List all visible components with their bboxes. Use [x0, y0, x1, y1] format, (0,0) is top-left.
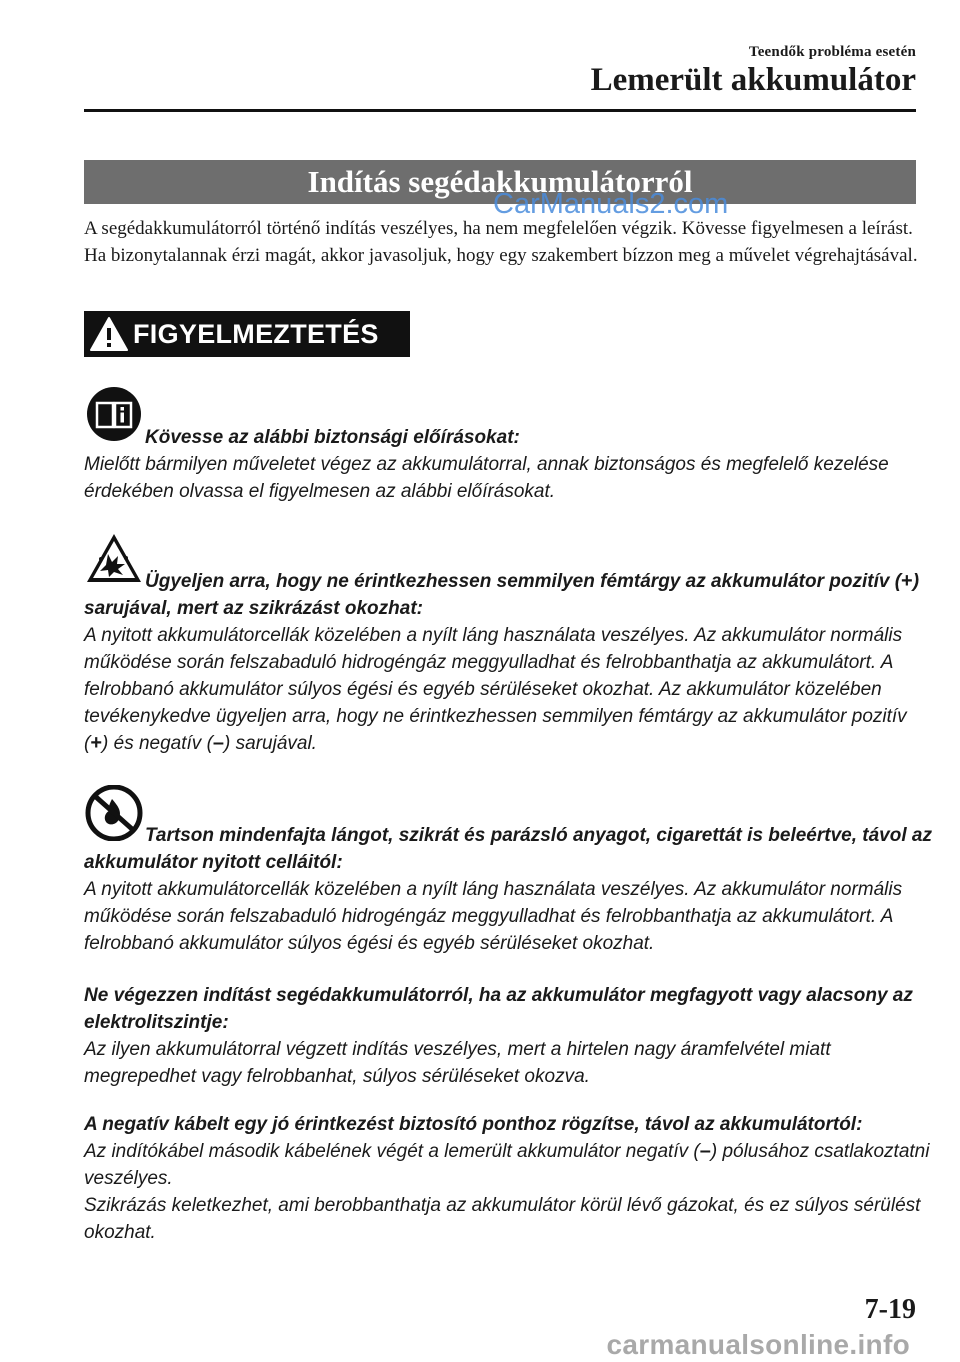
warning-explosion — [84, 568, 934, 757]
warning-explosion-heading-b: ) sarujával, mert az szikrázást okozhat: — [84, 571, 920, 619]
warning-negative-cable-text1-b: ) pólusához csatlakoztatni veszélyes. — [84, 1141, 930, 1189]
warning-explosion-text-c: ) sarujával. — [224, 733, 317, 754]
warning-negative-cable-text1-a: Az indítókábel második kábelének végét a lemerült akkumulátor negatív ( — [84, 1141, 700, 1162]
warning-explosion-text-a: A nyitott akkumulátorcellák közelében a nyílt láng használata veszélyes. Az akkumulátor normális működése során felszabaduló hidrogéngáz meggyulladhat és felrobbanthatja az akkumulátort. A felrobbanó akkumulátor súlyos égési és egyéb sérüléseket okozhat. Az akkumulátor közelében tevékenykedve ügyeljen arra, hogy ne érintkezhessen semmilyen fémtárgy az akkumulátor pozitív ( — [84, 625, 907, 754]
warning-negative-cable-text2: Szikrázás keletkezhet, ami berobbanthatja az akkumulátor körül lévő gázokat, és ez súlyos sérülést okozhat. — [84, 1195, 921, 1243]
warning-no-flame — [84, 822, 934, 957]
warning-frozen-text: Az ilyen akkumulátorral végzett indítás veszélyes, mert a hirtelen nagy áramfelvétel miatt megrepedhet vagy felrobbanhat, súlyos sérüléseket okozva. — [84, 1039, 831, 1087]
watermark: CarManuals2.com — [493, 188, 729, 220]
warning-triangle-icon — [89, 316, 129, 352]
warning-badge — [84, 311, 410, 357]
footer — [0, 1328, 960, 1362]
warning-manual-text: Mielőtt bármilyen műveletet végez az akkumulátorral, annak biztonságos és megfelelő kezelése érdekében olvassa el figyelmesen az alábbi előírásokat. — [84, 454, 889, 502]
warning-no-flame-text: A nyitott akkumulátorcellák közelében a nyílt láng használata veszélyes. Az akkumulátor normális működése során felszabaduló hidrogéngáz meggyulladhat és felrobbanthatja az akkumulátort. A felrobbanó akkumulátor súlyos égési és egyéb sérüléseket okozhat. — [84, 879, 903, 954]
warning-explosion-text-b: ) és negatív ( — [102, 733, 213, 754]
plus-symbol: + — [90, 732, 103, 754]
plus-symbol: + — [901, 570, 913, 592]
footer-link[interactable]: carmanualsonline.info — [606, 1329, 910, 1360]
warning-explosion-heading-a: Ügyeljen arra, hogy ne érintkezhessen semmilyen fémtárgy az akkumulátor pozitív ( — [145, 571, 902, 592]
page-number: 7-19 — [864, 1294, 916, 1325]
header-divider — [84, 109, 916, 112]
warning-label: FIGYELMEZTETÉS — [133, 318, 379, 349]
warning-frozen — [84, 982, 934, 1090]
warning-manual-heading: Kövesse az alábbi biztonsági előírásokat: — [145, 427, 520, 448]
warning-negative-cable — [84, 1111, 934, 1246]
warning-negative-cable-heading: A negatív kábelt egy jó érintkezést biztosító ponthoz rögzítse, távol az akkumulátortól: — [84, 1114, 863, 1135]
chapter-title: Lemerült akkumulátor — [590, 62, 916, 98]
warning-manual — [84, 424, 934, 505]
warning-frozen-heading: Ne végezzen indítást segédakkumulátorról, ha az akkumulátor megfagyott vagy alacsony az elektrolitszintje: — [84, 985, 913, 1033]
minus-symbol: – — [212, 732, 225, 754]
intro-paragraph: A segédakkumulátorról történő indítás veszélyes, ha nem megfelelően végzik. Kövesse figyelmesen a leírást. Ha bizonytalannak érzi magát, akkor javasoljuk, hogy egy szakembert bízzon meg a művelet végrehajtásával. — [84, 218, 918, 266]
warning-no-flame-heading: Tartson mindenfajta lángot, szikrát és parázsló anyagot, cigarettát is beleértve, távol az akkumulátor nyitott celláitól: — [84, 825, 932, 873]
section-title: Indítás segédakkumulátorról — [84, 160, 916, 204]
minus-symbol: – — [699, 1140, 711, 1162]
chapter-subtitle: Teendők probléma esetén — [748, 44, 916, 60]
